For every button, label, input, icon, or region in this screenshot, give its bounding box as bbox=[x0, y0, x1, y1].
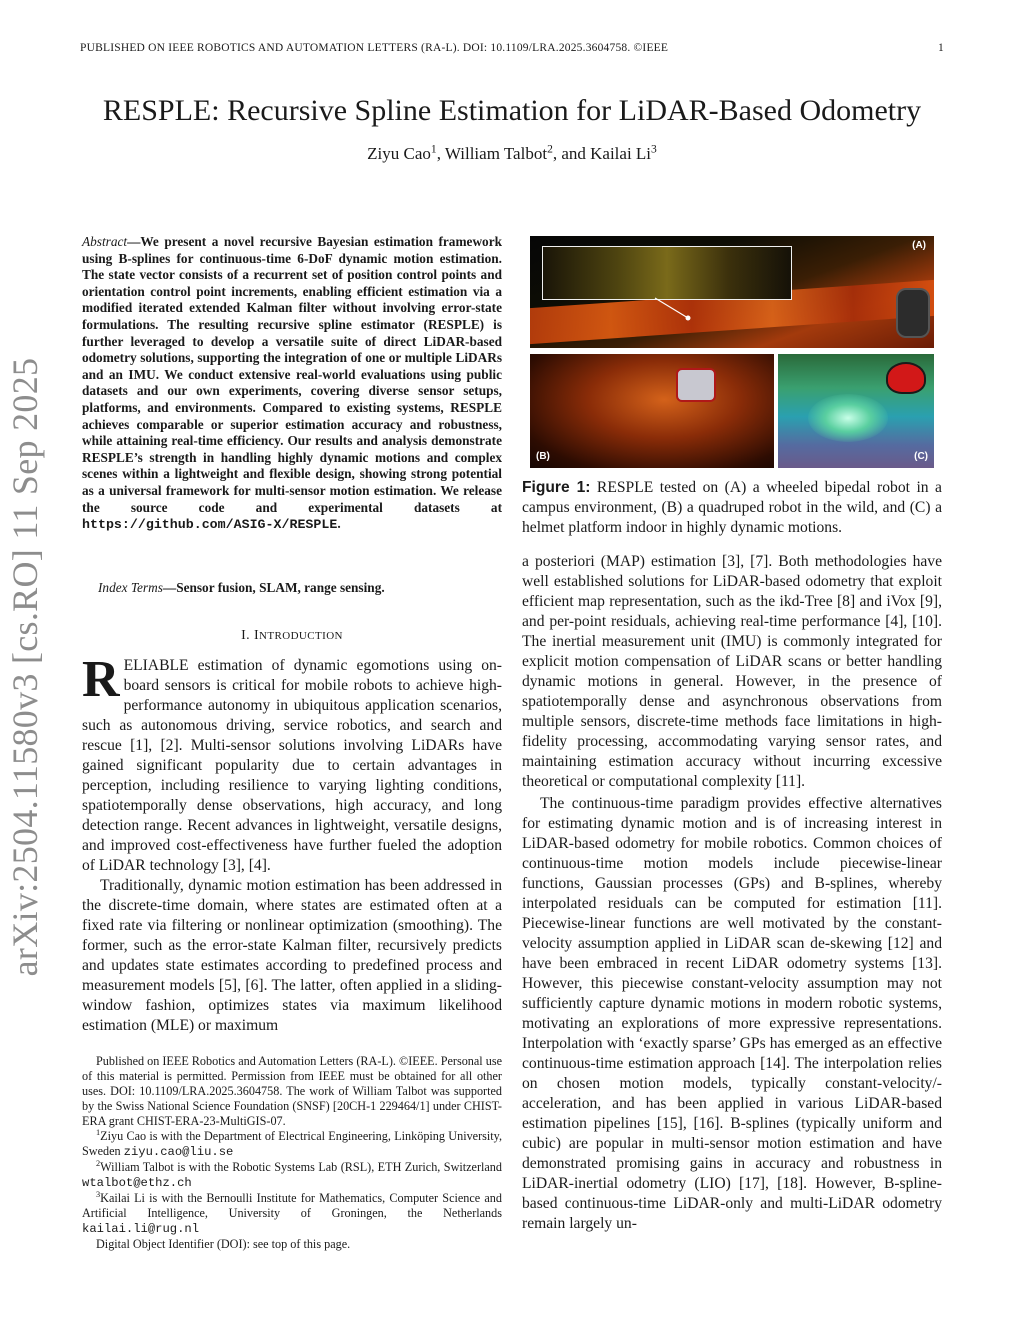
page-number: 1 bbox=[938, 42, 944, 54]
author-name: Ziyu Cao bbox=[367, 144, 431, 163]
section-numeral: I. bbox=[241, 628, 254, 643]
email-link[interactable]: wtalbot@ethz.ch bbox=[82, 1176, 192, 1190]
author-name: Kailai Li bbox=[590, 144, 652, 163]
panel-label: (A) bbox=[912, 240, 926, 251]
footnote-publication: Published on IEEE Robotics and Automation Letters (RA-L). ©IEEE. Personal use of this material is permitted. Permission from IEEE must be obtained for all other uses. DOI: 10.1109/LRA.2025.3604758. The work of William Talbot was supported by the Swiss National Science Foundation (SNSF) [20CH-1 229464/1] under CHIST-ERA grant CHIST-ERA-23-MultiGIS-07. bbox=[82, 1054, 502, 1128]
body-paragraph: a posteriori (MAP) estimation [3], [7]. Both methodologies have well established solutions for LiDAR-based odometry that exploit efficient map representation, such as the ikd-Tree [8] and iVox [9], and per-point residuals, achieving real-time performance [4], [10]. The inertial measurement unit (IMU) is commonly integrated for explicit motion compensation of LiDAR scans or better handling dynamic motions in general. However, in the presence of spatiotemporally dense and asynchronous observations from multiple sensors, discrete-time methods face limitations in high-fidelity processing, accommodating varying sensor rates, and maintaining estimation accuracy without incurring excessive theoretical or computational complexity [11]. bbox=[522, 553, 942, 790]
running-title: PUBLISHED ON IEEE ROBOTICS AND AUTOMATION LETTERS (RA-L). DOI: 10.1109/LRA.2025.3604758. ©IEEE bbox=[80, 42, 669, 54]
author-name: William Talbot bbox=[444, 144, 548, 163]
bipedal-robot-icon bbox=[896, 288, 930, 338]
section-title-rest: NTRODUCTION bbox=[259, 630, 343, 642]
figure-panel-c bbox=[778, 354, 934, 468]
figure-panel-b bbox=[530, 354, 774, 468]
section-title-initial: I bbox=[253, 628, 260, 643]
index-terms bbox=[82, 578, 502, 598]
helmet-icon bbox=[886, 362, 926, 394]
paper-title: RESPLE: Recursive Spline Estimation for LiDAR-Based Odometry bbox=[102, 94, 922, 127]
footnote-text: William Talbot is with the Robotic Systems Lab (RSL), ETH Zurich, Switzerland bbox=[100, 1160, 502, 1174]
footnote-affiliation-1 bbox=[82, 1129, 502, 1160]
footnote-doi: Digital Object Identifier (DOI): see top of this page. bbox=[96, 1237, 351, 1251]
email-link[interactable]: kailai.li@rug.nl bbox=[82, 1222, 200, 1236]
abstract-dash: — bbox=[127, 234, 141, 249]
footnote-affiliation-3 bbox=[82, 1191, 502, 1237]
intro-paragraph-1 bbox=[82, 651, 502, 876]
footnote-mark: 1 bbox=[96, 1127, 101, 1137]
footnote-text: Ziyu Cao is with the Department of Electrical Engineering, Linköping University, Sweden bbox=[82, 1129, 502, 1158]
quadruped-robot-icon bbox=[676, 368, 716, 402]
panel-label: (C) bbox=[914, 451, 928, 462]
abstract-label: Abstract bbox=[82, 234, 128, 249]
right-column-text bbox=[522, 552, 942, 1234]
figure-caption-label: Figure 1: bbox=[522, 479, 591, 496]
figure-caption bbox=[522, 478, 942, 538]
index-terms-text: Sensor fusion, SLAM, range sensing. bbox=[176, 580, 385, 595]
footnote-affiliation-2 bbox=[82, 1160, 502, 1191]
abstract-end: . bbox=[337, 516, 341, 532]
panel-label: (B) bbox=[536, 451, 550, 462]
author-separator: , bbox=[436, 144, 445, 163]
section-heading bbox=[82, 628, 502, 644]
footnote-mark: 2 bbox=[96, 1158, 101, 1168]
email-link[interactable]: ziyu.cao@liu.se bbox=[123, 1145, 234, 1159]
figure-caption-text: RESPLE tested on (A) a wheeled bipedal robot in a campus environment, (B) a quadruped robot in the wild, and (C) a helmet platform indoor in highly dynamic motions. bbox=[522, 479, 942, 536]
author-separator: , and bbox=[552, 144, 591, 163]
arxiv-stamp: arXiv:2504.11580v3 [cs.RO] 11 Sep 2025 bbox=[5, 357, 45, 977]
figure-panel-a bbox=[530, 236, 934, 348]
abstract bbox=[82, 234, 502, 534]
intro-paragraph-2: Traditionally, dynamic motion estimation has been addressed in the discrete-time domain, where states are estimated often at a fixed rate via filtering or nonlinear optimization (smoothing). The former, such as the error-state Kalman filter, recursively predicts and updates state estimates according to predefined process and measurement models [5], [6]. The latter, often applied in a sliding-window fashion, optimizes states via maximum likelihood estimation (MLE) or maximum bbox=[82, 877, 502, 1034]
author-list bbox=[0, 144, 1024, 164]
trajectory-glow bbox=[808, 394, 888, 442]
index-terms-label: Index Terms bbox=[98, 580, 163, 595]
footnote-text: Kailai Li is with the Bernoulli Institute for Mathematics, Computer Science and Artificial Intelligence, University of Groningen, the Netherlands bbox=[82, 1191, 502, 1220]
footnotes bbox=[82, 1054, 502, 1252]
repository-link[interactable]: https://github.com/ASIG-X/RESPLE bbox=[82, 517, 338, 533]
author-affiliation-mark: 2 bbox=[547, 142, 553, 156]
inset-pointer-line bbox=[530, 236, 934, 348]
author-affiliation-mark: 1 bbox=[430, 142, 437, 156]
drop-cap: R bbox=[82, 651, 120, 708]
intro-paragraph-1-text: ELIABLE estimation of dynamic egomotions using on-board sensors is critical for mobile robots to achieve high-performance autonomy in ubiquitous application scenarios, such as autonomous driving, service robotics, and search and rescue [1], [2]. Multi-sensor solutions involving LiDARs have gained significant popularity due to certain advantages in perception, including resilience to varying lighting conditions, spatiotemporally dense observations, high accuracy, and long detection range. Recent advances in lightweight, versatile designs, and improved cost-effectiveness have further fueled the adoption of LiDAR technology [3], [4]. bbox=[82, 657, 502, 874]
figure-1 bbox=[530, 236, 934, 468]
body-paragraph: The continuous-time paradigm provides effective alternatives for estimating dynamic motion and is of increasing interest in LiDAR-based odometry for mobile robotics. Common choices of continuous-time motion models include piecewise-linear functions, Gaussian processes (GPs) and B-splines, whereby interpolated residuals can be computed for estimation [11]. Piecewise-linear functions are well motivated by the constant-velocity assumption applied in LiDAR scan de-skewing [12] and have been embraced in recent LiDAR odometry systems [13]. However, this piecewise constant-velocity assumption may not sufficiently capture dynamic motions in modern robotic systems, motivating an explorations of more expressive representations. Interpolation with ‘exactly sparse’ GPs has emerged as an effective continuous-time estimation approach [14]. The interpolation relies on chosen motion models, typically constant-velocity/-acceleration, and has been applied in various LiDAR-based estimation pipelines [15], [16]. B-splines (typically uniform and cubic) are popular in multi-sensor motion estimation and have demonstrated promising gains in accuracy and robustness in LiDAR-inertial odometry (LIO) [17], [18]. However, B-spline-based continuous-time LiDAR-only and multi-LiDAR odometry remain largely un- bbox=[522, 795, 942, 1232]
index-terms-dash: — bbox=[162, 580, 177, 595]
introduction-text bbox=[82, 651, 502, 1036]
abstract-text: We present a novel recursive Bayesian estimation framework using B-splines for continuous-time 6-DoF dynamic motion estimation. The state vector consists of a recurrent set of position control points and orientation control point increments, enabling efficient estimation via a modified iterated extended Kalman filter without involving error-state formulations. The resulting recursive spline estimator (RESPLE) is further leveraged to develop a versatile suite of direct LiDAR-based odometry solutions, supporting the integration of one or multiple LiDARs and an IMU. We conduct extensive real-world evaluations using public datasets and our own experiments, covering diverse sensor setups, platforms, and environments. Compared to existing systems, RESPLE achieves comparable or superior estimation accuracy and robustness, while attaining real-time efficiency. Our results and analysis demonstrate RESPLE’s strength in handling highly dynamic motions and complex scenes within a lightweight and flexible design, showing strong potential as a universal framework for multi-sensor motion estimation. We release the source code and experimental datasets at bbox=[82, 234, 502, 515]
author-affiliation-mark: 3 bbox=[651, 142, 657, 156]
running-header bbox=[80, 42, 944, 54]
footnote-mark: 3 bbox=[96, 1189, 101, 1199]
